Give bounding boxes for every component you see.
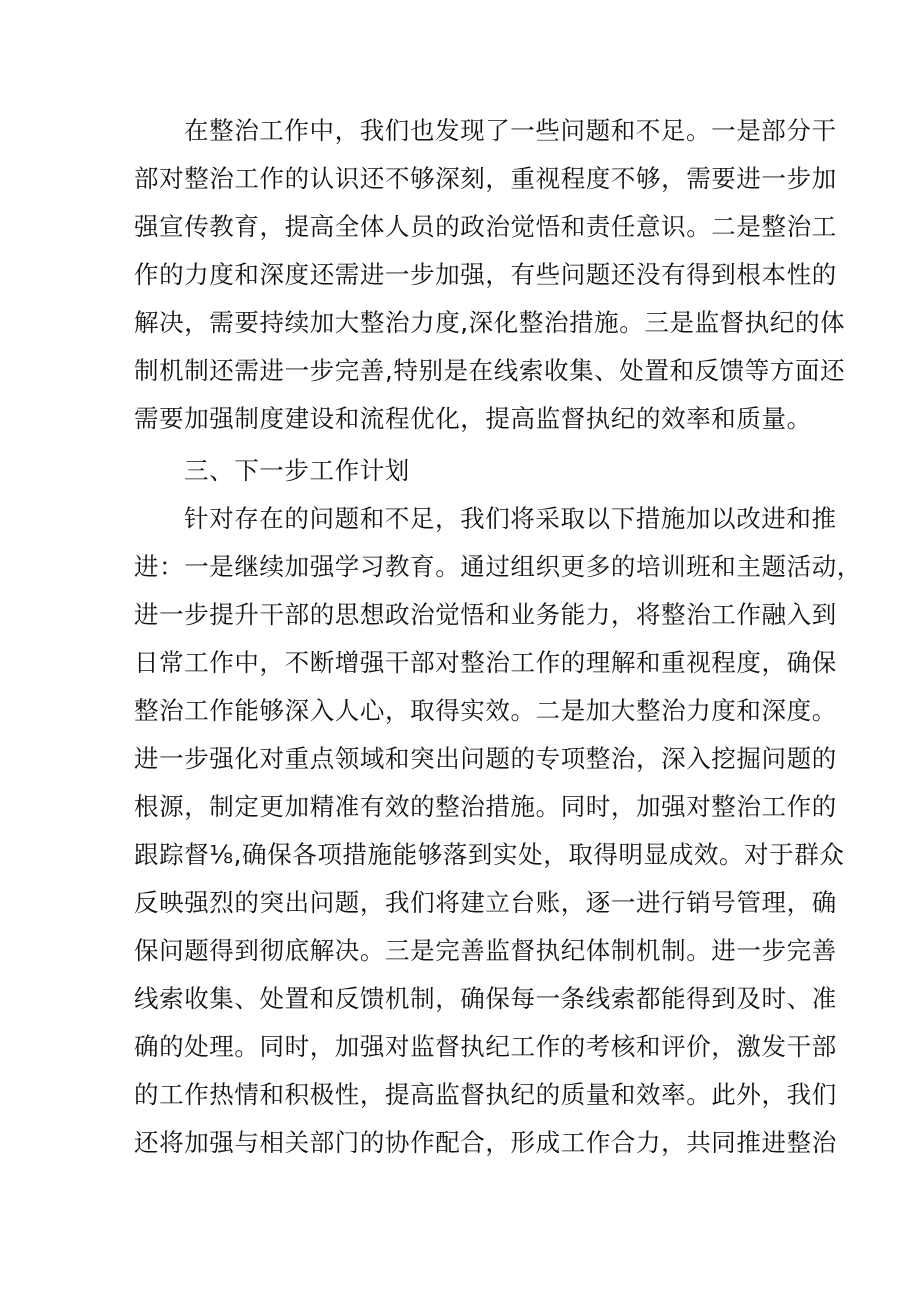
paragraph-line: 强宣传教育，提高全体人员的政治觉悟和责任意识。二是整治工 [134, 212, 837, 241]
paragraph-line: 进一步强化对重点领域和突出问题的专项整治，深入挖掘问题的 [134, 744, 837, 773]
paragraph-line: 针对存在的问题和不足，我们将采取以下措施加以改进和推 [184, 504, 837, 533]
paragraph-line: 需要加强制度建设和流程优化，提高监督执纪的效率和质量。 [134, 404, 812, 433]
paragraph-line: 作的力度和深度还需进一步加强，有些问题还没有得到根本性的 [134, 260, 837, 289]
paragraph-line: 跟踪督⅛,确保各项措施能够落到实处，取得明显成效。对于群众 [134, 840, 845, 869]
paragraph-line: 根源，制定更加精准有效的整治措施。同时，加强对整治工作的 [134, 792, 837, 821]
paragraph-line: 整治工作能够深入人心，取得实效。二是加大整治力度和深度。 [134, 696, 837, 725]
paragraph-line: 制机制还需进一步完善,特别是在线索收集、处置和反馈等方面还 [134, 356, 846, 385]
paragraph-line: 进一步提升干部的思想政治觉悟和业务能力，将整治工作融入到 [134, 600, 837, 629]
paragraph-line: 解决，需要持续加大整治力度,深化整治措施。三是监督执纪的体 [134, 308, 846, 337]
section-heading: 三、下一步工作计划 [184, 456, 410, 485]
paragraph-line: 反映强烈的突出问题，我们将建立台账，逐一进行销号管理，确 [134, 888, 837, 917]
paragraph-line: 的工作热情和积极性，提高监督执纪的质量和效率。此外，我们 [134, 1080, 837, 1109]
paragraph-line: 确的处理。同时，加强对监督执纪工作的考核和评价，激发干部 [134, 1032, 837, 1061]
paragraph-line: 还将加强与相关部门的协作配合，形成工作合力，共同推进整治 [134, 1128, 837, 1157]
paragraph-line: 日常工作中，不断增强干部对整治工作的理解和重视程度，确保 [134, 648, 837, 677]
paragraph-line: 线索收集、处置和反馈机制，确保每一条线索都能得到及时、准 [134, 984, 837, 1013]
paragraph-line: 在整治工作中，我们也发现了一些问题和不足。一是部分干 [184, 116, 837, 145]
paragraph-line: 部对整治工作的认识还不够深刻，重视程度不够，需要进一步加 [134, 164, 837, 193]
paragraph-line: 进：一是继续加强学习教育。通过组织更多的培训班和主题活动， [134, 552, 862, 581]
paragraph-line: 保问题得到彻底解决。三是完善监督执纪体制机制。进一步完善 [134, 936, 837, 965]
